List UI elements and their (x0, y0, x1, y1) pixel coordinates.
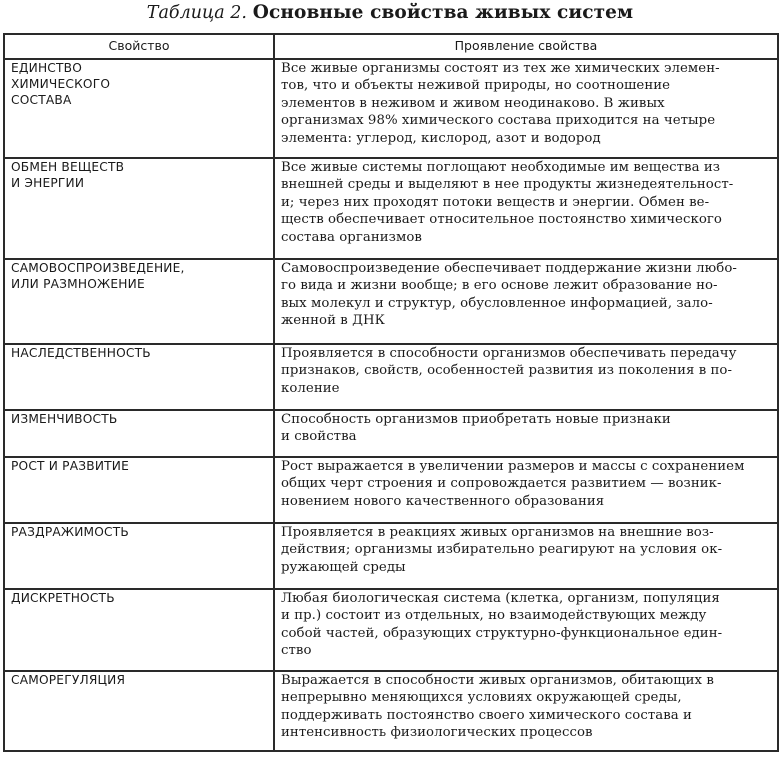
table-row (4, 589, 778, 671)
property-description: Проявляется в реакциях живых организмов на внешние воз- действия; организмы избирательно реагируют на условия ок- ружающей среды (274, 523, 778, 589)
table-number: Таблица 2. (146, 3, 247, 23)
table-row (4, 158, 778, 259)
table-row (4, 671, 778, 751)
property-name: ЕДИНСТВО ХИМИЧЕСКОГО СОСТАВА (4, 59, 274, 158)
property-description: Рост выражается в увеличении размеров и массы с сохранением общих черт строения и сопровождается развитием — возник- новением нового качественного образования (274, 457, 778, 523)
property-description: Любая биологическая система (клетка, организм, популяция и пр.) состоит из отдельных, но взаимодействующих между собой частей, образующих структурно-функциональное един- ство (274, 589, 778, 671)
property-description: Выражается в способности живых организмов, обитающих в непрерывно меняющихся условиях окружающей среды, поддерживать постоянство своего химического состава и интенсивность физиологических процессов (274, 671, 778, 751)
header-row (4, 34, 778, 59)
property-description: Все живые организмы состоят из тех же химических элемен- тов, что и объекты неживой природы, но соотношение элементов в неживом и живом неодинаково. В живых организмах 98% химического состава приходится на четыре элемента: углерод, кислород, азот и водород (274, 59, 778, 158)
property-name: ДИСКРЕТНОСТЬ (4, 589, 274, 671)
table-row (4, 344, 778, 410)
table-title: Основные свойства живых систем (252, 2, 634, 23)
property-name: РОСТ И РАЗВИТИЕ (4, 457, 274, 523)
property-description: Способность организмов приобретать новые признаки и свойства (274, 410, 778, 457)
property-name: ОБМЕН ВЕЩЕСТВ И ЭНЕРГИИ (4, 158, 274, 259)
property-name: НАСЛЕДСТВЕННОСТЬ (4, 344, 274, 410)
table-row (4, 457, 778, 523)
property-name: САМОВОСПРОИЗВЕДЕНИЕ, ИЛИ РАЗМНОЖЕНИЕ (4, 259, 274, 344)
table-row (4, 410, 778, 457)
header-property: Свойство (4, 34, 274, 59)
table-row (4, 259, 778, 344)
property-name: ИЗМЕНЧИВОСТЬ (4, 410, 274, 457)
property-name: САМОРЕГУЛЯЦИЯ (4, 671, 274, 751)
table-caption (0, 1, 780, 25)
property-description: Все живые системы поглощают необходимые им вещества из внешней среды и выделяют в нее продукты жизнедеятельност- и; через них проходят потоки веществ и энергии. Обмен ве- ществ обеспечивает относительное постоянство химического состава организмов (274, 158, 778, 259)
table-row (4, 523, 778, 589)
header-manifestation: Проявление свойства (274, 34, 778, 59)
property-name: РАЗДРАЖИМОСТЬ (4, 523, 274, 589)
property-description: Самовоспроизведение обеспечивает поддержание жизни любо- го вида и жизни вообще; в его основе лежит образование но- вых молекул и структур, обусловленное информацией, зало- женной в ДНК (274, 259, 778, 344)
property-description: Проявляется в способности организмов обеспечивать передачу признаков, свойств, особенностей развития из поколения в по- коление (274, 344, 778, 410)
table-row (4, 59, 778, 158)
properties-table (3, 33, 779, 752)
